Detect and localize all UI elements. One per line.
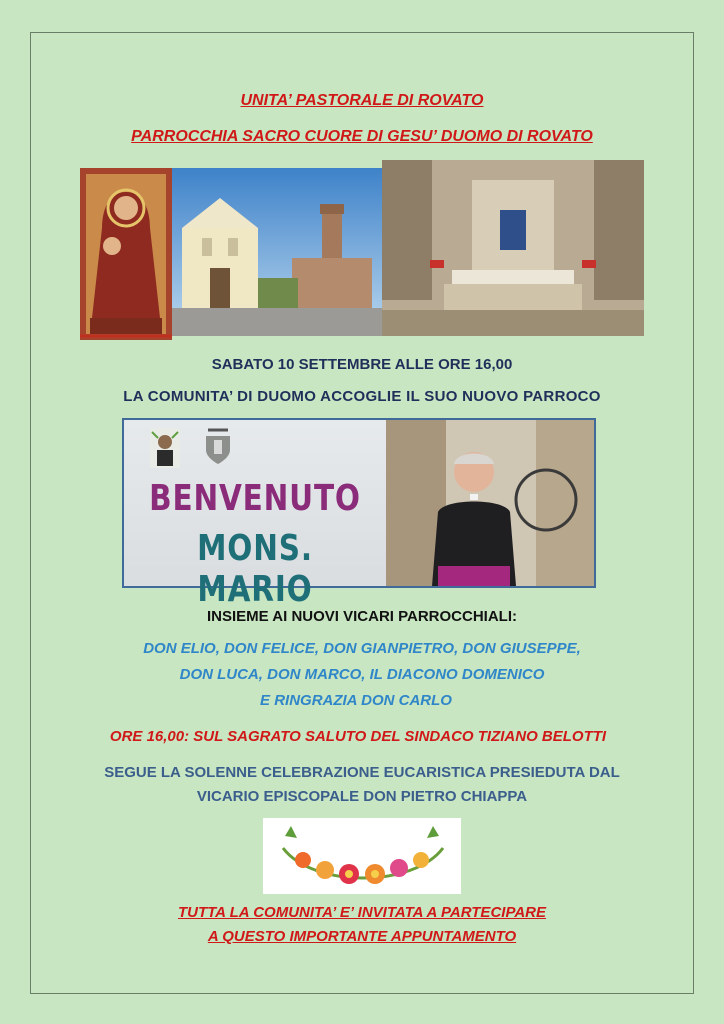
madonna-painting (80, 168, 172, 340)
banner-text-panel (124, 420, 386, 610)
title-unita-pastorale: UNITA’ PASTORALE DI ROVATO (240, 92, 484, 109)
vicars-line-1: DON ELIO, DON FELICE, DON GIANPIETRO, DON GIUSEPPE, (143, 640, 581, 657)
mass-line-1: SEGUE LA SOLENNE CELEBRAZIONE EUCARISTICA PRESIEDUTA DAL (104, 764, 620, 781)
vicars-line-2: DON LUCA, DON MARCO, IL DIACONO DOMENICO (179, 666, 545, 683)
altar-interior-photo (382, 160, 644, 336)
priest-photo (386, 420, 594, 586)
saint-portrait-icon (150, 428, 180, 468)
title-parrocchia: PARROCCHIA SACRO CUORE DI GESU’ DUOMO DI ROVATO (131, 128, 593, 145)
vicars-line-3: E RINGRAZIA DON CARLO (260, 692, 452, 709)
banner-benvenuto: BENVENUTO (149, 478, 361, 519)
coat-of-arms-icon (202, 428, 234, 466)
event-date: SABATO 10 SETTEMBRE ALLE ORE 16,00 (211, 356, 513, 373)
flower-garland-image (263, 818, 461, 894)
church-exterior-photo (172, 168, 382, 336)
banner-mons-mario: MONS. MARIO (197, 528, 313, 610)
mass-line-2: VICARIO EPISCOPALE DON PIETRO CHIAPPA (196, 788, 528, 805)
invitation-line-1: TUTTA LA COMUNITA’ E’ INVITATA A PARTECIPARE (177, 904, 547, 921)
invitation-line-2: A QUESTO IMPORTANTE APPUNTAMENTO (207, 928, 517, 945)
welcome-banner (122, 418, 596, 610)
event-welcome: LA COMUNITA’ DI DUOMO ACCOGLIE IL SUO NUOVO PARROCO (123, 388, 601, 405)
vicars-heading: INSIEME AI NUOVI VICARI PARROCCHIALI: (206, 608, 517, 625)
sagrato-schedule: ORE 16,00: SUL SAGRATO SALUTO DEL SINDACO TIZIANO BELOTTI (109, 728, 607, 745)
